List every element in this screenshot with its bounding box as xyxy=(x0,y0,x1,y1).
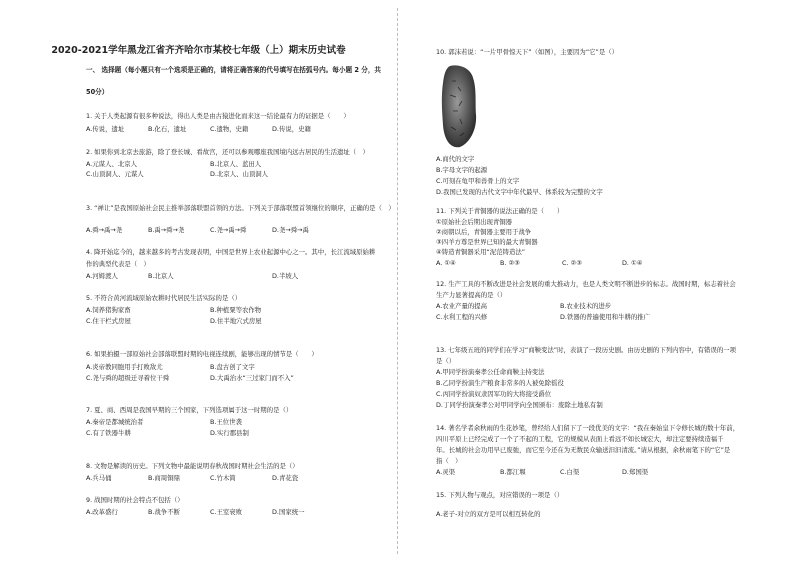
instructions-line-2: 50分） xyxy=(86,88,109,96)
q5-option-c: C.住干栏式房屋 xyxy=(86,317,131,325)
q11-option-d: D. ①④ xyxy=(622,259,643,267)
q2-option-a: A.元谋人、北京人 xyxy=(86,160,138,168)
q3-option-d: D.尧→舜→禹 xyxy=(272,226,309,234)
q14-option-a: A.灵渠 xyxy=(436,468,456,476)
q4-option-b: B.北京人 xyxy=(148,272,174,280)
q12-option-a: A.农业产量的提高 xyxy=(436,302,488,310)
q7-option-c: C.有了铁器牛耕 xyxy=(86,429,131,437)
q6-option-b: B.盘古创了文字 xyxy=(210,363,255,371)
question-10-stem: 10. 郭沫若说：“一片甲骨惊天下”（如图），主要因为“它”是（） xyxy=(436,48,619,56)
question-5-stem: 5. 不符合黄河流域原始农耕时代居民生活实际的是（） xyxy=(86,294,242,302)
q8-option-b: B.商周铜鼎 xyxy=(148,474,180,482)
instructions-line-1: 一、 选择题（每小题只有一个选项是正确的，请将正确答案的代号填写在括弧号内。每小题 2 分，共 xyxy=(86,66,382,74)
q6-option-c: C.尧与舜的超级迁寻着位干舜 xyxy=(86,374,170,382)
q1-option-c: C.遗物，史籍 xyxy=(210,125,249,133)
q11-option-c: C. ②③ xyxy=(562,259,582,267)
q5-option-b: B.种植粟等农作物 xyxy=(210,306,262,314)
q3-option-a: A.舜→禹→尧 xyxy=(86,226,123,234)
q3-option-b: B.禹→舜→尧 xyxy=(148,226,185,234)
q1-option-d: D.传说，史籍 xyxy=(272,125,311,133)
question-3-stem: 3. “禅让”是我国原始社会民主推举部落联盟首领的方法。下列关于部落联盟首领继位的顺序，正确的是（ ） xyxy=(86,204,395,212)
q4-option-a: A.河姆渡人 xyxy=(86,272,118,280)
question-4-stem-2: 作的典型代表是（ ） xyxy=(86,260,150,268)
q13-option-a: A.甲同学扮演秦孝公任命商鞅主持变法 xyxy=(436,368,545,376)
question-12-stem-1: 12. 生产工具的不断改进是社会发展的重大推动力，也是人类文明不断进步的标志。战国时期，标志着社会 xyxy=(436,280,736,288)
q5-option-a: A.饲养猪狗家畜 xyxy=(86,306,131,314)
q11-item-2: ②商朝以后，青铜器主要用于战争 xyxy=(436,228,532,236)
q11-item-1: ①原始社会后期出现青铜器 xyxy=(436,218,513,226)
q5-option-d: D.住半地穴式房屋 xyxy=(210,317,262,325)
question-14-stem-1: 14. 著名学者余秋雨的生花妙笔，曾经给人们留下了一段优美的文字：“我在秦始皇下令修长城的数十年前， xyxy=(436,424,740,432)
q8-option-d: D.青花瓷 xyxy=(272,474,299,482)
q11-item-3: ③四羊方尊是世界已知的最大青铜器 xyxy=(436,238,538,246)
question-1-stem: 1. 关于人类起源有很多种说法，得出人类是由古猿进化而来这一结论最有力的证据是（ ） xyxy=(86,112,350,120)
q9-option-c: C.王室衰败 xyxy=(210,508,243,516)
question-9-stem: 9. 战国时期的社会特点不包括（） xyxy=(86,496,184,504)
question-15-stem: 15. 下列人物与观点，对应错误的一项是（） xyxy=(436,491,564,499)
q11-option-a: A. ①④ xyxy=(436,259,456,267)
q13-option-c: C.丙同学扮演奴隶因军功的大将接受爵位 xyxy=(436,390,552,398)
q12-option-d: D.铁器的普遍使用和牛耕的推广 xyxy=(560,313,651,321)
q9-option-b: B.战争不断 xyxy=(148,508,180,516)
q10-option-c: C.可刻在龟甲和兽骨上的文字 xyxy=(436,177,520,185)
q8-option-a: A.兵马俑 xyxy=(86,474,112,482)
q10-option-a: A.商代的文字 xyxy=(436,155,475,163)
question-11-stem: 11. 下列关于青铜器的说法正确的是（ ） xyxy=(436,207,564,215)
q12-option-b: B.农业技术的进步 xyxy=(560,302,612,310)
q9-option-a: A.改革盛行 xyxy=(86,508,118,516)
q14-option-c: C.白渠 xyxy=(560,468,580,476)
page-title: 2020-2021学年黑龙江省齐齐哈尔市某校七年级（上）期末历史试卷 xyxy=(51,45,346,56)
q1-option-a: A.传说，遗址 xyxy=(86,125,125,133)
question-2-stem: 2. 如果你到北京去旅游，除了登长城、看故宫，还可以参观哪座我国境内远古居民的生活遗址（ ） xyxy=(86,148,369,156)
q9-option-d: D.国家统一 xyxy=(272,508,305,516)
question-14-stem-2: 四川平原上已经完成了一个了不起的工程，它的规模从表面上看远不如长城宏大，却注定要持续造福千 xyxy=(436,435,724,443)
question-13-stem-2: 是（） xyxy=(436,357,456,365)
q12-option-c: C.水利工程的兴修 xyxy=(436,313,488,321)
q14-option-b: B.都江堰 xyxy=(500,468,526,476)
question-13-stem-1: 13. 七年级五班的同学们在学习“商鞅变法”时，表演了一段历史剧。由历史剧的下列内容中，有错误的一项 xyxy=(436,346,737,354)
question-12-stem-2: 生产力显著提高的是（） xyxy=(436,291,507,299)
q2-option-b: B.北京人、蓝田人 xyxy=(210,160,262,168)
q2-option-d: D.北京人、山顶洞人 xyxy=(210,170,269,178)
q6-option-a: A.炎帝教同胞用手打败敌尤 xyxy=(86,363,163,371)
q3-option-c: C.尧→禹→舜 xyxy=(210,226,247,234)
q4-option-d: D.半坡人 xyxy=(272,272,299,280)
q1-option-b: B.化石，遗址 xyxy=(148,125,187,133)
q6-option-d: D.大禹治水“三过家门而不入” xyxy=(210,374,294,382)
q15-option-a: A.老子-对立的双方是可以相互转化的 xyxy=(436,510,541,518)
q2-option-c: C.山顶洞人、元谋人 xyxy=(86,170,144,178)
question-6-stem: 6. 如果拍摄一部原始社会部落联盟时期的电视连续剧，能够出现的情节是（ ） xyxy=(86,350,318,358)
q8-option-c: C.竹木简 xyxy=(210,474,236,482)
q7-option-b: B.王位世袭 xyxy=(210,418,242,426)
q11-option-b: B. ②③ xyxy=(500,259,520,267)
q10-option-d: D.我国已发现的古代文字中年代最早、体系较为完整的文字 xyxy=(436,188,603,196)
question-4-stem-1: 4. 降开始迄今的，越来越多的考古发现表明，中国是世界上农业起源中心之一。其中，长江流域原始耕 xyxy=(86,248,376,256)
column-divider xyxy=(397,8,398,554)
question-14-stem-3: 年。长城的社会功用早已废弛，而它至今还在为无数民众输送汩汩清流。”请从根据，余秋雨笔下的“它”是 xyxy=(436,446,731,454)
question-14-stem-4: 指（ ） xyxy=(436,457,462,465)
q13-option-b: B.乙同学扮演生产粮食非常多的人被免除徭役 xyxy=(436,379,564,387)
q13-option-d: D.丁同学扮演秦孝公对甲同学向全国颁布：废除土地私有制 xyxy=(436,401,603,409)
q7-option-a: A.秦帝是都城统治者 xyxy=(86,418,144,426)
q11-item-4: ④铸造青铜器采用“泥范铸造法” xyxy=(436,248,526,256)
q14-option-d: D.郑国渠 xyxy=(622,468,649,476)
oracle-bone-image xyxy=(440,63,478,149)
q7-option-d: D.实行郡县制 xyxy=(210,429,249,437)
q10-option-b: B.字母文字的起源 xyxy=(436,166,488,174)
question-7-stem: 7. 夏、商、西周是我国早期的三个国家，下列选项属于这一时期的是（） xyxy=(86,406,293,414)
question-8-stem: 8. 文物是解读的历史。下列文物中最能说明春秋战国时期社会生活的是（） xyxy=(86,462,299,470)
